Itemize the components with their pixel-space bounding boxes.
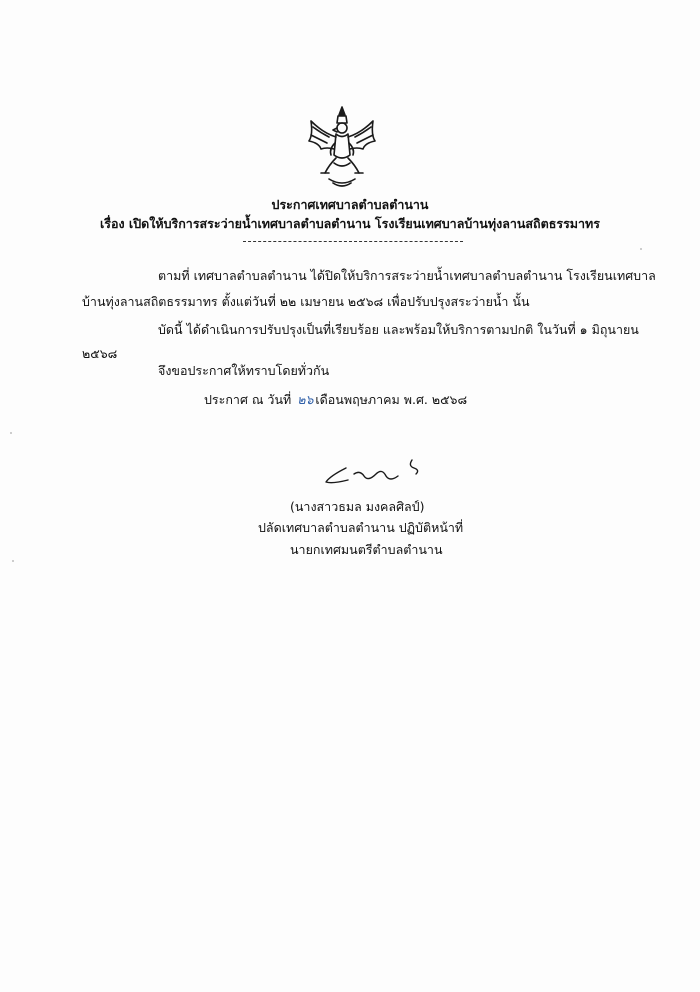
- signatory-position-2: นายกเทศมนตรีตำบลตำนาน: [290, 542, 443, 557]
- page-title: ประกาศเทศบาลตำบลตำนาน: [271, 197, 429, 212]
- signatory-position-1: ปลัดเทศบาลตำบลตำนาน ปฏิบัติหน้าที่: [258, 520, 464, 535]
- scan-speck: [10, 432, 12, 434]
- body-paragraph-1-line-2: บ้านทุ่งลานสถิตธรรมาทร ตั้งแต่วันที่ ๒๒ เมษายน ๒๕๖๘ เพื่อปรับปรุงสระว่ายน้ำ นั้น: [82, 294, 530, 309]
- body-paragraph-3: จึงขอประกาศให้ทราบโดยทั่วกัน: [158, 363, 330, 378]
- date-prefix: ประกาศ ณ วันที่: [204, 392, 296, 407]
- announcement-date: [204, 390, 467, 410]
- body-paragraph-1-line-1: ตามที่ เทศบาลตำบลตำนาน ได้ปิดให้บริการสระว่ายน้ำเทศบาลตำบลตำนาน โรงเรียนเทศบาล: [158, 268, 656, 283]
- divider: [243, 241, 463, 242]
- body-paragraph-2-line-1: บัดนี้ ได้ดำเนินการปรับปรุงเป็นที่เรียบร้อย และพร้อมให้บริการตามปกติ ในวันที่ ๑ มิถุนายน: [158, 322, 639, 337]
- announcement-subject: เรื่อง เปิดให้บริการสระว่ายน้ำเทศบาลตำบลตำนาน โรงเรียนเทศบาลบ้านทุ่งลานสถิตธรรมาทร: [99, 216, 601, 231]
- body-paragraph-2-line-2: ๒๕๖๘: [82, 346, 118, 361]
- garuda-emblem-icon: [303, 103, 381, 189]
- handwritten-day: ๒๖: [297, 392, 314, 407]
- date-suffix: เดือนพฤษภาคม พ.ศ. ๒๕๖๘: [315, 392, 468, 407]
- scan-speck: [12, 560, 14, 562]
- scan-speck: [640, 248, 642, 250]
- handwritten-signature-icon: [320, 446, 450, 498]
- signatory-name: (นางสาวธมล มงคลศิลป์): [290, 499, 425, 514]
